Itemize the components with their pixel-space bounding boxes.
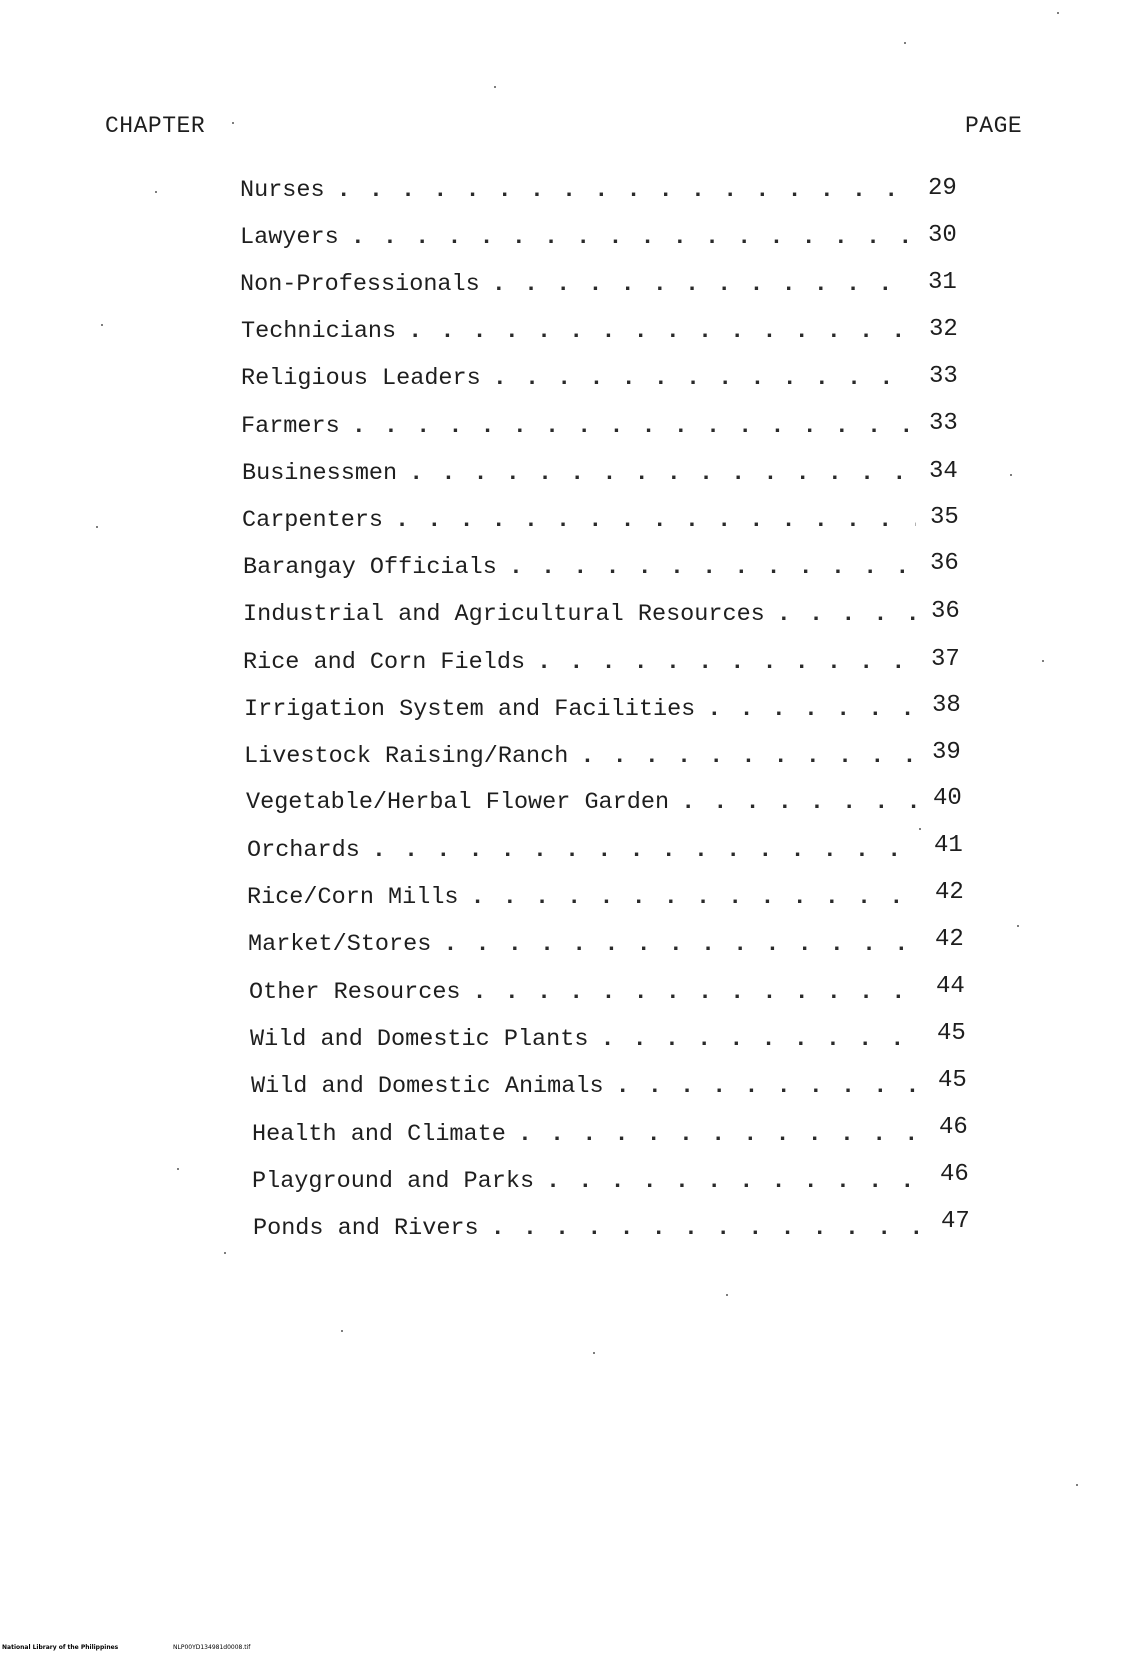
scan-speck — [177, 1168, 179, 1170]
toc-entry-label: Ponds and Rivers — [253, 1215, 479, 1242]
toc-page-number: 36 — [930, 550, 959, 577]
toc-entry-label: Livestock Raising/Ranch — [244, 743, 569, 770]
dot-leader — [473, 978, 923, 1008]
toc-entry — [241, 317, 921, 347]
toc-page-number: 33 — [929, 363, 958, 390]
toc-entry — [244, 742, 924, 772]
toc-entry — [248, 930, 928, 960]
toc-page-number: 42 — [935, 926, 964, 953]
scan-speck — [919, 828, 921, 830]
toc-entry-label: Rice and Corn Fields — [243, 649, 526, 676]
toc-page-number: 40 — [933, 785, 962, 812]
toc-entry-label: Technicians — [241, 318, 397, 345]
toc-page-number: 46 — [940, 1161, 969, 1188]
scan-speck — [904, 42, 906, 44]
toc-entry — [243, 648, 923, 678]
toc-entry-label: Religious Leaders — [241, 365, 481, 392]
toc-entry — [241, 412, 921, 442]
dot-leader — [681, 788, 920, 818]
toc-entry — [244, 695, 924, 725]
toc-entry-label: Industrial and Agricultural Resources — [243, 601, 765, 628]
dot-leader — [352, 412, 915, 442]
toc-entry-label: Health and Climate — [252, 1121, 506, 1148]
toc-entry-label: Wild and Domestic Animals — [251, 1073, 604, 1100]
toc-entry-label: Nurses — [240, 177, 325, 204]
dot-leader — [509, 553, 917, 583]
dot-leader — [337, 176, 914, 206]
toc-entry-label: Irrigation System and Facilities — [244, 696, 696, 723]
toc-entry-label: Businessmen — [242, 460, 398, 487]
toc-page-number: 34 — [929, 458, 958, 485]
scan-speck — [224, 1252, 226, 1254]
dot-leader — [600, 1025, 924, 1055]
toc-page-number: 32 — [929, 316, 958, 343]
dot-leader — [409, 459, 916, 489]
toc-page-number: 31 — [928, 269, 957, 296]
toc-page-number: 33 — [929, 410, 958, 437]
toc-entry — [253, 1214, 933, 1244]
toc-entry — [252, 1167, 932, 1197]
scan-speck — [1017, 925, 1019, 927]
dot-leader — [707, 695, 918, 725]
dot-leader — [518, 1120, 926, 1150]
toc-page-number: 41 — [934, 832, 963, 859]
dot-leader — [408, 317, 915, 347]
scan-speck — [101, 324, 103, 326]
dot-leader — [777, 600, 917, 630]
toc-entry — [241, 364, 921, 394]
dot-leader — [471, 883, 921, 913]
dot-leader — [580, 742, 918, 772]
toc-page-number: 38 — [932, 692, 961, 719]
dot-leader — [616, 1072, 925, 1102]
toc-entry-label: Wild and Domestic Plants — [250, 1026, 589, 1053]
toc-entry-label: Farmers — [241, 413, 340, 440]
dot-leader — [351, 223, 914, 253]
toc-entry — [243, 600, 923, 630]
toc-page-number: 47 — [941, 1208, 970, 1235]
toc-page-number: 29 — [928, 175, 957, 202]
toc-entry — [247, 883, 927, 913]
scan-speck — [232, 122, 234, 124]
toc-entry — [242, 506, 922, 536]
toc-entry — [240, 176, 920, 206]
toc-entry — [249, 978, 929, 1008]
scan-speck — [1010, 474, 1012, 476]
scan-speck — [1057, 12, 1059, 14]
toc-page-number: 30 — [928, 222, 957, 249]
toc-entry — [242, 459, 922, 489]
toc-entry-label: Other Resources — [249, 979, 461, 1006]
toc-entry — [240, 223, 920, 253]
toc-page-number: 42 — [935, 879, 964, 906]
toc-entry — [247, 836, 927, 866]
toc-entry — [240, 270, 920, 300]
toc-page-number: 44 — [936, 973, 965, 1000]
scan-speck — [726, 1294, 728, 1296]
toc-entry-label: Barangay Officials — [243, 554, 497, 581]
scan-speck — [593, 1352, 595, 1354]
toc-entry — [250, 1025, 930, 1055]
page-column-heading: PAGE — [965, 113, 1023, 139]
toc-page-number: 39 — [932, 739, 961, 766]
dot-leader — [546, 1167, 926, 1197]
dot-leader — [493, 364, 915, 394]
dot-leader — [395, 506, 916, 536]
toc-entry-label: Non-Professionals — [240, 271, 480, 298]
toc-page-number: 45 — [938, 1067, 967, 1094]
dot-leader — [443, 930, 922, 960]
toc-page-number: 35 — [930, 504, 959, 531]
toc-entry-label: Carpenters — [242, 507, 384, 534]
scan-speck — [96, 526, 98, 528]
footer-filename: NLP00YD134981d0008.tif — [173, 1644, 251, 1651]
dot-leader — [372, 836, 921, 866]
toc-entry-label: Orchards — [247, 837, 360, 864]
toc-entry — [252, 1120, 932, 1150]
chapter-column-heading: CHAPTER — [105, 113, 206, 139]
toc-page-number: 36 — [931, 598, 960, 625]
dot-leader — [492, 270, 914, 300]
toc-entry-label: Rice/Corn Mills — [247, 884, 459, 911]
footer-source: National Library of the Philippines — [2, 1644, 119, 1651]
toc-page-number: 46 — [939, 1114, 968, 1141]
toc-page-number: 45 — [937, 1020, 966, 1047]
dot-leader — [537, 648, 917, 678]
scan-speck — [1076, 1484, 1078, 1486]
toc-page-number: 37 — [931, 646, 960, 673]
toc-entry — [243, 553, 923, 583]
toc-entry-label: Vegetable/Herbal Flower Garden — [246, 789, 670, 816]
toc-entry — [246, 788, 926, 818]
toc-entry-label: Lawyers — [240, 224, 339, 251]
toc-entry-label: Playground and Parks — [252, 1168, 535, 1195]
toc-entry-label: Market/Stores — [248, 931, 432, 958]
toc-entry — [251, 1072, 931, 1102]
scan-speck — [494, 86, 496, 88]
dot-leader — [491, 1214, 927, 1244]
scan-speck — [341, 1330, 343, 1332]
scan-speck — [155, 191, 157, 193]
scan-speck — [1042, 660, 1044, 662]
